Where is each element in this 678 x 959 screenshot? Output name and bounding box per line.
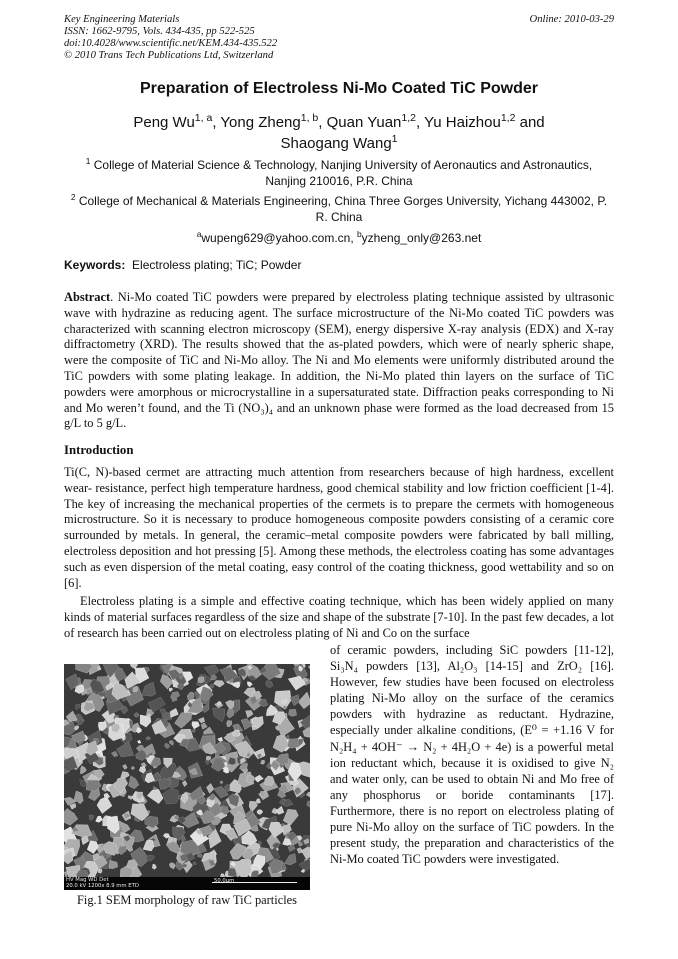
paper-title: Preparation of Electroless Ni-Mo Coated TiC Powder	[140, 80, 538, 97]
abstract	[64, 290, 614, 432]
affiliation-2	[64, 193, 614, 225]
author-affil: 1, a	[194, 112, 213, 124]
sem-image	[64, 664, 310, 877]
affiliation-text: College of Material Science & Technology, Nanjing University of Aeronautics and Astronautics, Nanjing 210016, P.R. China	[93, 158, 593, 188]
author-name: Quan Yuan	[326, 114, 402, 131]
sem-databar	[64, 877, 310, 890]
author-affil: 1, b	[300, 112, 319, 124]
author-name: Yu Haizhou	[424, 114, 501, 131]
email-b: yzheng_only@263.net	[361, 231, 482, 245]
author-affil: 1	[391, 133, 398, 145]
author-affil: 1,2	[500, 112, 516, 124]
intro-paragraph-2: Electroless plating is a simple and effective coating technique, which has been widely applied on many kinds of material surfaces regardless of the size and shape of the substrate [7-10]. In the past few decades, a lot of research has been carried out on electroless plating of Ni and Co on the surface	[64, 594, 614, 640]
intro-paragraph-1: Ti(C, N)-based cermet are attracting much attention from researchers because of high hardness, excellent wear- resistance, perfect high temperature hardness, good chemical stability and low friction coefficient [1-4]. The key of increasing the mechanical properties of the cermets is to prepare the cermets with homogeneous microstructure. So it is necessary to produce homogeneous composite powders consisting of a ceramic core surrounded by metals. In general, the ceramic–metal composite powders were fabricated by ball milling, electroless deposition and hot pressing [5]. Among these methods, the electroless coating has some advantages such as even dispersion of the metal coating, easy control of the coating thickness, good wettability and so on [6].	[64, 465, 614, 590]
abstract-label: Abstract	[64, 290, 111, 304]
affiliation-number: 1	[85, 156, 91, 166]
author-list: Peng Wu$^{1, a}$, Yong Zheng$^{1, b}$, Quan Yuan$^{1,2}$, Yu Haizhou$^{1,2}$ and Shaogang Wang$^1$	[133, 112, 545, 152]
issn-line: ISSN: 1662-9795, Vols. 434-435, pp 522-525	[64, 26, 255, 37]
databar-labels: HV Mag WD Det	[66, 877, 109, 883]
section-heading-introduction: Introduction	[64, 443, 134, 457]
journal-header	[64, 14, 277, 62]
abstract-text: . Ni-Mo coated TiC powders were prepared by electroless plating technique assisted by ultrasonic wave with hydrazine as reducing agent. The surface microstructure of the Ni-Mo coated TiC powders was characterized with scanning electron microscopy (SEM), energy dispersive X-ray analysis (EDX) and X-ray diffractometry (XRD). The results showed that the as-plated powders, which were of nearly spheric shape, were the composite of TiC and Ni-Mo alloy. The Ni and Mo elements were uniformly distributed around the TiC powders with some plating leakage. In addition, the Ni-Mo plated thin layers on the surface of TiC powders were amorphous or microcrystalline in a supersaturated state. Diffraction peaks corresponding to Ni and Mo weren’t found, and the Ti (NO₃)₄ and an unknown phase were formed as the load decreased from 15 g/L to 5 g/L.	[64, 290, 614, 431]
author-affil: 1,2	[401, 112, 417, 124]
doi-line: doi:10.4028/www.scientific.net/KEM.434-435.522	[64, 38, 278, 49]
sem-micrograph	[64, 664, 310, 890]
affiliation-number: 2	[70, 192, 76, 202]
email-a: wupeng629@yahoo.com.cn	[201, 231, 351, 245]
databar-values: 20.0 kV 1200x 8.9 mm ETD	[66, 883, 139, 889]
intro-paragraph-2-wrap: of ceramic powders, including SiC powders [11-12], Si₃N₄ powders [13], Al₂O₃ [14-15] and ZrO₂ [16]. However, few studies have been focused on electroless plating Ni-Mo alloy on the surface of the ceramics powders with hydrazine as reductant. Hydrazine, especially under alkaline conditions, (E⁰ = +1.16 V for N₂H₄ + 4OH⁻ → N₂ + 4H₂O + 4e) is a powerful metal ion reductant which, because it is oxidised to give N₂ and water only, can be used to obtain Ni and Mo free of any phosphorus or boride contaminants [17]. Furthermore, there is no report on electroless plating of pure Ni-Mo alloy on the surface of TiC powders. In the present study, the preparation and characteristics of the Ni-Mo coated TiC powders were investigated.	[330, 643, 614, 867]
email-line: $^a$wupeng629@yahoo.com.cn, $^b$yzheng_only@263.net	[196, 229, 482, 245]
copyright-line: © 2010 Trans Tech Publications Ltd, Switzerland	[64, 50, 274, 61]
author-name: Shaogang Wang	[280, 135, 392, 152]
journal-name: Key Engineering Materials	[64, 14, 180, 25]
author-name: Peng Wu	[133, 114, 195, 131]
online-date: Online: 2010-03-29	[529, 14, 614, 25]
figure-caption: Fig.1 SEM morphology of raw TiC particles	[77, 893, 297, 907]
keywords-label: Keywords:	[64, 258, 126, 272]
affiliation-text: College of Mechanical & Materials Engineering, China Three Gorges University, Yichang 443002, P. R. China	[78, 194, 608, 224]
keywords-text: Electroless plating; TiC; Powder	[132, 258, 302, 272]
affiliation-1	[64, 157, 614, 189]
author-name: Yong Zheng	[220, 114, 301, 131]
keywords	[64, 258, 301, 272]
scale-label: 50.0µm	[214, 878, 235, 884]
